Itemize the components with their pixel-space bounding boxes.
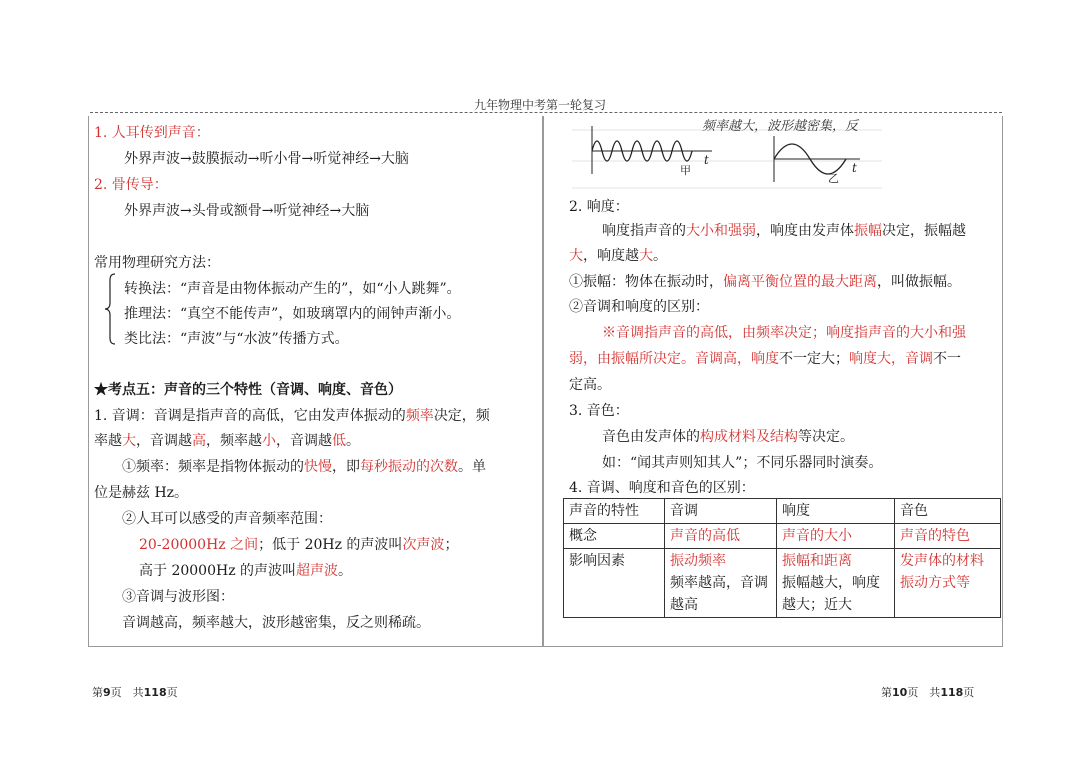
table-row [564, 499, 1001, 524]
table-cell: 声音的特色 [895, 524, 1001, 549]
difference-text: 响度 [751, 351, 779, 367]
wave-axis-label-a: t [704, 153, 709, 167]
amplitude-text: ①振幅：物体在振动时， [569, 274, 723, 290]
difference-text: 响度大，音调 [849, 351, 933, 367]
method-reasoning: 推理法：“真空不能传声”，如玻璃罩内的闹钟声渐小。 [124, 306, 461, 322]
footer-text: 页 共 [907, 686, 941, 699]
loudness-line-2 [569, 247, 667, 265]
pitch-factor-note: 频率越高，音调越高 [670, 575, 768, 613]
wave-note: 频率越大，波形越密集，反 [702, 119, 859, 134]
method-analogy: 类比法：“声波”与“水波”传播方式。 [124, 331, 349, 347]
wave-label-b: 乙 [828, 172, 839, 185]
loudness-factor: 振幅和距离 [782, 553, 852, 569]
audible-range: 20-20000Hz 之间 [139, 537, 259, 553]
timbre-text: 音色由发声体的 [602, 429, 700, 445]
pitch-text: 1. 音调：音调是指声音的高低，它由发声体振动的 [94, 408, 406, 424]
loudness-factor-note: 振幅越大，响度越大；近大 [782, 575, 880, 613]
ultrasound: 超声波 [296, 563, 339, 579]
right-page [543, 116, 1003, 647]
table-header-cell: 音色 [895, 499, 1001, 524]
wave-axis-label-b: t [852, 161, 857, 175]
pitch-high: 高 [192, 433, 206, 449]
method-conversion: 转换法：“声音是由物体振动产生的”，如“小人跳舞”。 [124, 281, 461, 297]
timbre-example: 如：“闻其声则知其人”；不同乐器同时演奏。 [602, 455, 883, 471]
bone-path: 外界声波→头骨或额骨→听觉神经→大脑 [124, 203, 370, 219]
wave-description: 音调越高，频率越大，波形越密集，反之则稀疏。 [122, 615, 430, 631]
loudness-big-1: 大 [569, 248, 583, 264]
header-divider [90, 112, 1002, 113]
wave-label-a: 甲 [680, 164, 691, 177]
table-cell: 声音的高低 [665, 524, 777, 549]
footer-left-page-number [92, 684, 178, 700]
pitch-text: 率越 [94, 433, 122, 449]
pitch-small: 小 [262, 433, 276, 449]
freq-line-1 [122, 458, 486, 476]
loudness-text: ，响度越 [583, 248, 639, 264]
amplitude-text: ，叫做振幅。 [877, 274, 961, 290]
difference-line-2 [569, 350, 961, 368]
table-cell [777, 549, 895, 618]
pitch-frequency: 频率 [405, 408, 434, 424]
pitch-text: ，音调越 [276, 433, 332, 449]
table-cell [665, 549, 777, 618]
loudness-text: 响度指声音的 [602, 223, 686, 239]
sound-characteristics-table [563, 498, 1001, 618]
difference-line-3: 定高。 [569, 377, 611, 393]
difference-text: 弱，由振幅所决定。音调高， [569, 351, 751, 367]
difference-text: 不一 [933, 351, 961, 367]
ear-path: 外界声波→鼓膜振动→听小骨→听觉神经→大脑 [124, 151, 409, 167]
freq-speed: 快慢 [304, 459, 332, 475]
freq-per-second: 每秒振动的次数 [360, 459, 458, 475]
loudness-text: ，响度由发声体 [756, 223, 854, 239]
table-row [564, 524, 1001, 549]
table-header-cell: 响度 [777, 499, 895, 524]
table-cell: 声音的大小 [777, 524, 895, 549]
footer-text: 第 [92, 686, 103, 699]
pitch-factor: 振动频率 [670, 553, 726, 569]
wave-title: ③音调与波形图： [122, 589, 234, 605]
ear-heading: 1. 人耳传到声音： [94, 125, 210, 141]
timbre-text: 等决定。 [798, 429, 854, 445]
amplitude-definition: 偏离平衡位置的最大距离 [723, 274, 877, 290]
loudness-heading: 2. 响度： [569, 199, 629, 215]
table-cell: 发声体的材料振动方式等 [895, 549, 1001, 618]
amplitude-line [569, 273, 961, 291]
pitch-text: ，频率越 [206, 433, 262, 449]
loudness-big-2: 大 [639, 248, 653, 264]
infrasound: 次声波 [402, 537, 445, 553]
table-header-cell: 音调 [665, 499, 777, 524]
timbre-line [602, 428, 854, 446]
footer-page: 10 [892, 686, 908, 699]
bone-heading: 2. 骨传导： [94, 177, 168, 193]
range-text: 。 [338, 563, 353, 579]
footer-total: 118 [940, 686, 964, 699]
freq-line-2: 位是赫兹 Hz。 [94, 485, 189, 501]
left-page [88, 116, 543, 647]
pitch-low: 低 [332, 433, 346, 449]
waveform-sketch-image [572, 116, 882, 194]
footer-text: 第 [881, 686, 892, 699]
timbre-material: 构成材料及结构 [700, 429, 798, 445]
loudness-amplitude: 振幅 [854, 223, 882, 239]
difference-line-1: ※音调指声音的高低，由频率决定；响度指声音的大小和强 [602, 325, 966, 341]
pitch-line-1 [94, 407, 490, 425]
difference-text: 不一定大； [779, 351, 849, 367]
freq-text: 。单 [458, 459, 486, 475]
footer-text: 页 [963, 686, 975, 699]
table-cell: 概念 [564, 524, 665, 549]
range-text: 高于 20000Hz 的声波叫 [139, 563, 297, 579]
range-line-2 [139, 562, 352, 580]
freq-text: ，即 [332, 459, 360, 475]
table-header-cell: 声音的特性 [564, 499, 665, 524]
brace-icon [104, 273, 116, 345]
table-title: 4. 音调、响度和音色的区别： [569, 480, 755, 496]
footer-page: 9 [103, 686, 111, 699]
methods-title: 常用物理研究方法： [94, 255, 220, 271]
table-row [564, 549, 1001, 618]
loudness-text: 。 [653, 248, 667, 264]
footer-text: 页 共 [110, 686, 144, 699]
freq-text: ①频率：频率是指物体振动的 [122, 459, 304, 475]
range-title: ②人耳可以感受的声音频率范围： [122, 511, 332, 527]
difference-title: ②音调和响度的区别： [569, 299, 709, 315]
footer-total: 118 [143, 686, 167, 699]
document-header-title: 九年物理中考第一轮复习 [473, 98, 606, 112]
range-text: ； [444, 537, 459, 553]
footer-text: 页 [166, 686, 178, 699]
timbre-heading: 3. 音色： [569, 403, 629, 419]
loudness-size-strength: 大小和强弱 [686, 223, 756, 239]
pitch-text: 决定，频 [433, 408, 490, 424]
table-cell: 影响因素 [564, 549, 665, 618]
pitch-big: 大 [122, 433, 136, 449]
range-line-1 [139, 536, 458, 554]
pitch-text: ，音调越 [136, 433, 192, 449]
loudness-line-1 [602, 222, 966, 240]
footer-right-page-number [881, 684, 974, 700]
range-text: ；低于 20Hz 的声波叫 [258, 537, 403, 553]
pitch-line-2 [94, 432, 360, 450]
point-five-title: ★考点五：声音的三个特性（音调、响度、音色） [94, 382, 402, 398]
loudness-text: 决定，振幅越 [882, 223, 966, 239]
pitch-text: 。 [346, 433, 360, 449]
